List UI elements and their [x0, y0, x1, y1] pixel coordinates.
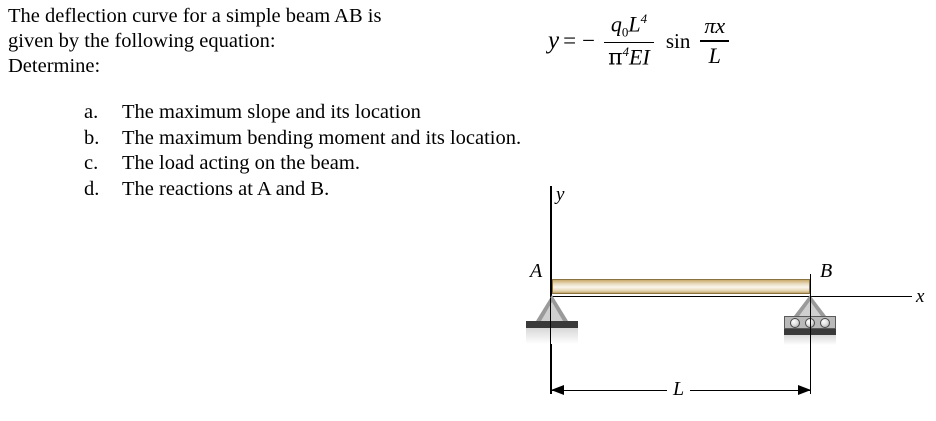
span-length-label: L: [667, 378, 690, 401]
roller-ball-icon: [790, 318, 800, 328]
q-subscript: 0: [621, 24, 629, 40]
equation-equals-sign: =: [563, 28, 577, 53]
equation-denominator: [604, 43, 654, 70]
y-axis-label: y: [556, 184, 565, 205]
beam-diagram: [500, 178, 936, 421]
argument-denominator: L: [708, 42, 721, 68]
question-list: [84, 100, 521, 202]
problem-statement: [8, 4, 528, 79]
support-a-label: A: [530, 260, 543, 282]
statement-line-1: The deflection curve for a simple beam AB is: [8, 5, 382, 27]
statement-line-2: given by the following equation:: [8, 30, 276, 52]
L-exponent: 4: [640, 11, 648, 27]
list-item: [84, 177, 521, 203]
pin-support-base: [526, 321, 578, 328]
equation-lhs: y: [548, 27, 560, 54]
pin-support-icon: [536, 295, 568, 321]
dimension-extension-right: [810, 274, 811, 394]
pi-symbol: π: [608, 45, 623, 71]
statement-line-3: Determine:: [8, 55, 101, 77]
deflection-equation: [548, 10, 733, 72]
L-symbol: L: [628, 11, 641, 37]
roller-ball-icon: [820, 318, 830, 328]
question-text-d: The reactions at A and B.: [122, 177, 330, 200]
question-label-d: d.: [84, 177, 100, 200]
argument-numerator: πx: [704, 13, 726, 39]
equation-numerator: [607, 11, 651, 42]
EI-symbol: EI: [629, 44, 650, 70]
x-axis-line: [550, 296, 912, 297]
x-axis-label: x: [916, 286, 925, 307]
pin-support-ground: [526, 328, 578, 344]
dimension-arrow-left-icon: [551, 385, 564, 395]
equation-argument-fraction: [700, 13, 729, 69]
equation-minus-sign: −: [582, 28, 596, 53]
equation-sin-function: sin: [665, 28, 691, 53]
dimension-extension-left: [550, 298, 551, 394]
list-item: [84, 100, 521, 126]
question-label-c: c.: [84, 152, 99, 174]
support-b-label: B: [820, 260, 833, 282]
question-label-a: a.: [84, 101, 99, 123]
dimension-arrow-right-icon: [798, 385, 811, 395]
pi-exponent: 4: [622, 44, 630, 60]
list-item: [84, 151, 521, 177]
list-item: [84, 126, 521, 152]
q-symbol: q: [610, 11, 622, 37]
beam-member: [552, 279, 810, 294]
question-label-b: b.: [84, 126, 100, 149]
question-text-a: The maximum slope and its location: [122, 101, 421, 123]
equation-main-fraction: [604, 11, 654, 71]
question-text-b: The maximum bending moment and its location.: [122, 126, 522, 149]
question-text-c: The load acting on the beam.: [122, 152, 360, 174]
